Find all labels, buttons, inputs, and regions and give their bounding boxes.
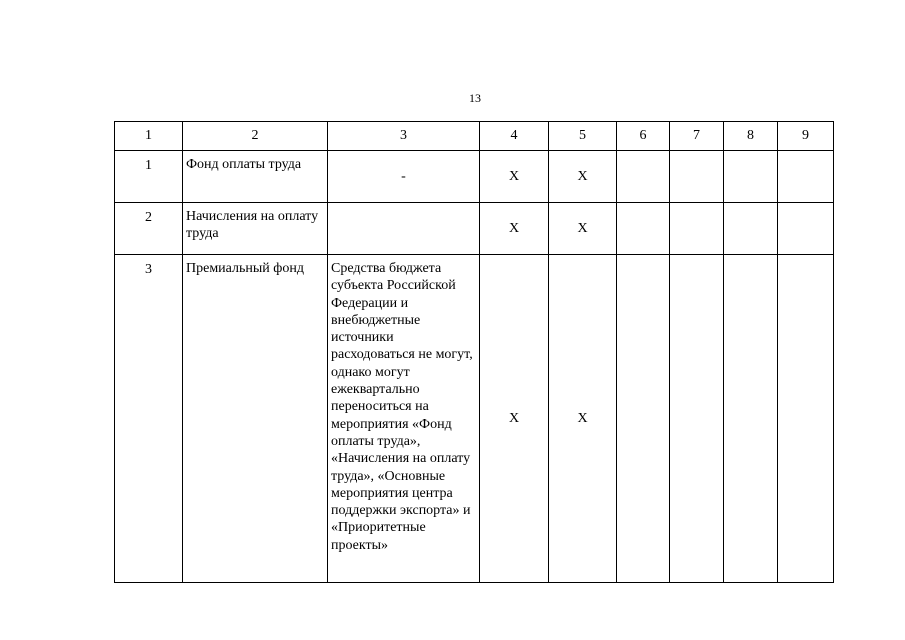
empty-cell	[724, 255, 778, 583]
col4-cell: Х	[480, 203, 549, 255]
header-cell: 2	[183, 122, 328, 151]
col5-cell: Х	[549, 151, 617, 203]
empty-cell	[778, 255, 834, 583]
empty-cell	[670, 255, 724, 583]
header-cell: 7	[670, 122, 724, 151]
col4-cell: Х	[480, 255, 549, 583]
header-cell: 9	[778, 122, 834, 151]
table-row	[115, 203, 834, 255]
table-row	[115, 255, 834, 583]
page-number: 13	[469, 91, 481, 105]
empty-cell	[617, 255, 670, 583]
table-row	[115, 151, 834, 203]
col5-cell: Х	[549, 255, 617, 583]
empty-cell	[617, 203, 670, 255]
empty-cell	[724, 151, 778, 203]
header-cell: 6	[617, 122, 670, 151]
header-cell: 4	[480, 122, 549, 151]
funding-source	[328, 203, 480, 255]
empty-cell	[778, 203, 834, 255]
table-header-row	[115, 122, 834, 151]
col5-cell: Х	[549, 203, 617, 255]
item-name: Фонд оплаты труда	[183, 151, 328, 203]
header-cell: 8	[724, 122, 778, 151]
empty-cell	[617, 151, 670, 203]
item-name: Начисления на оплату труда	[183, 203, 328, 255]
col4-cell: Х	[480, 151, 549, 203]
row-number: 2	[115, 203, 183, 255]
funding-source: -	[328, 151, 480, 203]
row-number: 1	[115, 151, 183, 203]
expense-table	[114, 121, 834, 583]
row-number: 3	[115, 255, 183, 583]
empty-cell	[778, 151, 834, 203]
header-cell: 1	[115, 122, 183, 151]
header-cell: 3	[328, 122, 480, 151]
funding-source: Средства бюджета субъекта Российской Федерации и внебюджетные источники расходоваться не могут, однако могут ежеквартально переноситься на мероприятия «Фонд оплаты труда», «Начисления на оплату труда», «Основные мероприятия центра поддержки экспорта» и «Приоритетные проекты»	[328, 255, 480, 583]
empty-cell	[670, 203, 724, 255]
item-name: Премиальный фонд	[183, 255, 328, 583]
empty-cell	[724, 203, 778, 255]
header-cell: 5	[549, 122, 617, 151]
empty-cell	[670, 151, 724, 203]
